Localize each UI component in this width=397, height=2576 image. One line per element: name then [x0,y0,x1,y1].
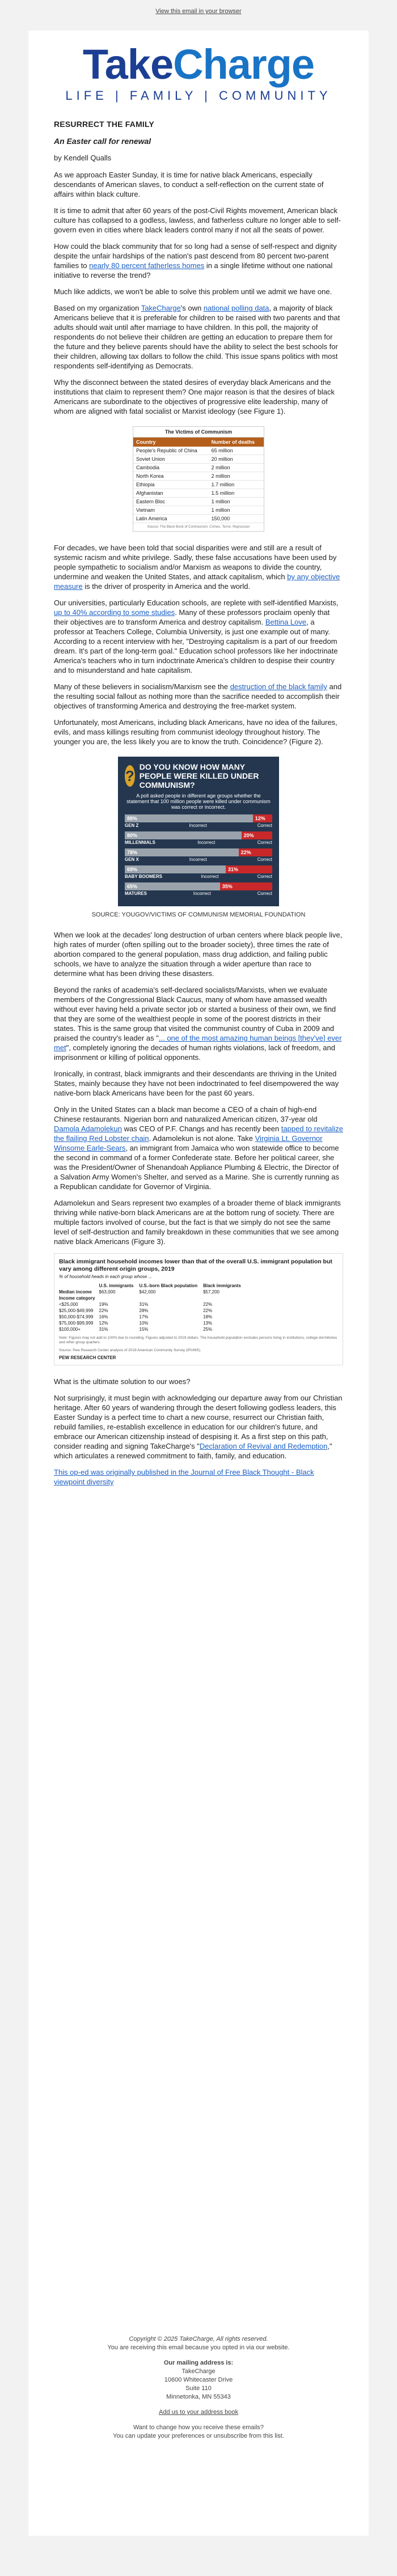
table-row [133,515,264,523]
category-label: Income category [59,1296,95,1301]
table-row [133,498,264,506]
column-header: U.S. immigrants [99,1283,134,1288]
paragraph: For decades, we have been told that social disparities were and still are a result of systemic racism and white privilege. Sadly, these false accusations have been used by people sympathetic to socialism and/or Marxism as weapons to divide the country, undermine and weaken the United States, and attack capitalism, which by any objective measure is the driver of prosperity in America and the world. [54,544,340,591]
median-cell: $57,200 [203,1289,219,1295]
group-label: BABY BOOMERS [125,874,163,879]
poll-row [125,814,272,828]
country-cell: Eastern Bloc [133,498,209,506]
table-row [59,1314,247,1320]
logo-tagline: LIFE | FAMILY | COMMUNITY [65,88,332,103]
paragraph: Much like addicts, we won't be able to solve this problem until we admit we have one. [54,287,332,296]
article-author: by Kendell Qualls [54,154,112,162]
table-row [133,472,264,481]
objective-measure-link[interactable]: by any objective measure [54,572,340,591]
paragraph: Adamolekun and Sears represent two examples of a broader theme of black immigrants thriving while native-born black Americans are at the bottom rung of society. There are multiple factors involved of course, but the fact is that we simply do not see the same level of self-destruction and family breakdown in these communities that we see among native black Americans (Figure 3). [54,1199,341,1246]
income-category-cell: $25,000-$49,999 [59,1308,94,1313]
deaths-cell: 65 million [209,447,264,455]
country-cell: Soviet Union [133,455,209,464]
column-header: Black immigrants [203,1283,241,1288]
bettina-love-link[interactable]: Bettina Love [265,618,307,626]
poll-intro: A poll asked people in different age groups whether the statement that 100 million people were killed under communism was correct or incorrect. [126,793,271,810]
paragraph: Why the disconnect between the stated desires of everyday black Americans and the institutions that claim to represent them? One major reason is that the desires of black Americans are subordinate to the objectives of progressive elite leadership, many of whom are aligned with fatal socialist or Marxist ideology (see Figure 1). [54,378,335,415]
address-city: Minnetonka, MN 55343 [166,2393,231,2400]
country-cell: Ethiopia [133,481,209,489]
percent-cell: 22% [203,1308,213,1313]
paragraph: Ironically, in contrast, black immigrants and their descendants are thriving in the United States, mainly because they have not been indoctrinated to feel disempowered the way native-born black Americans have been for the past 60 years. [54,1070,339,1097]
percent-cell: 22% [99,1308,108,1313]
takecharge-logo [28,31,369,113]
paragraph: What is the ultimate solution to our woes? [54,1377,191,1386]
paragraph: When we look at the decades' long destruction of urban centers where black people live, high rates of murder (often spilling out to the broader society), three times the rate of abortion compared to the general population, mass drug addiction, and failing public schools, we have to analyze the situation through a wider aperture than race to determine what has been driving these disasters. [54,931,343,978]
poll-question: DO YOU KNOW HOW MANY PEOPLE WERE KILLED UNDER COMMUNISM? [139,762,259,790]
deaths-cell: 150,000 [209,515,264,523]
footer [0,2335,397,2441]
paragraph: As we approach Easter Sunday, it is time for native black Americans, especially descendants of American slaves, to conduct a self-reflection on the current state of affairs within black culture. [54,171,324,198]
address-org: TakeCharge [181,2368,216,2375]
poll-row [125,848,272,862]
pew-logo-text: PEW RESEARCH CENTER [59,1355,116,1360]
table-row [133,455,264,464]
column-header: Number of deaths [209,438,264,447]
reason-text: You are receiving this email because you opted in via our website. [107,2344,290,2351]
fatherless-homes-link[interactable]: nearly 80 percent fatherless homes [89,261,205,270]
article-body [28,120,369,1487]
table-row [133,447,264,455]
incorrect-label: Incorrect [201,874,219,879]
article-subtitle: An Easter call for renewal [54,137,151,146]
unsubscribe-text[interactable]: You can update your preferences or unsubscribe from this list. [113,2433,284,2439]
deaths-cell: 1 million [209,506,264,515]
group-label: GEN Z [125,823,139,828]
table-row [59,1326,247,1332]
group-label: MILLENNIALS [125,840,155,845]
median-row: Median income $63,000 $42,000 $57,200 [59,1289,247,1295]
cuba-quote-link[interactable]: ... one of the most amazing human beings [they've] ever met [54,1034,342,1052]
percent-cell: 13% [203,1321,213,1326]
table-row [133,481,264,489]
correct-bar: 31% [226,865,272,873]
correct-label: Correct [257,840,272,845]
figure-3-source: Source: Pew Research Center analysis of 2019 American Community Survey (IPUMS). [59,1348,201,1352]
logo-take: Take [82,41,174,88]
percent-cell: 10% [139,1321,149,1326]
figure-1-source: Source: The Black Book of Communism: Crimes, Terror, Repression [147,525,250,529]
percent-cell: 17% [139,1314,149,1319]
income-category-cell: $75,000-$99,999 [59,1321,94,1326]
deaths-cell: 2 million [209,472,264,481]
question-mark-icon: ? [125,765,135,787]
top-bar [0,0,397,31]
percent-cell: 18% [203,1314,213,1319]
incorrect-bar: 65% [125,882,220,890]
adamolekun-link[interactable]: Damola Adamolekun [54,1124,122,1133]
median-cell: $42,000 [139,1289,156,1295]
incorrect-bar: 80% [125,831,242,839]
country-cell: People's Republic of China [133,447,209,455]
copyright-text: Copyright © 2025 TakeCharge, All rights reserved. [129,2336,268,2342]
paragraph [54,1467,343,1487]
figure-3-subtitle: % of household heads in each group whose ... [59,1274,153,1279]
poll-row [125,865,272,879]
figure-3-note: Note: Figures may not add to 100% due to rounding. Figures adjusted to 2019 dollars. The household population excludes persons living in institutions, college dormitories and other group quarters. [59,1336,337,1344]
incorrect-label: Incorrect [189,857,207,862]
paragraph: Beyond the ranks of academia's self-declared socialists/Marxists, when we evaluate members of the Congressional Black Caucus, many of whom have amassed wealth without ever having held a private sector job or started a business of their own, we find that they are some of the wealthiest people in some of the poorest districts in their states. This is the same group that visited the communist country of Cuba in 2009 and praised the country's leader as "... one of the most amazing human beings [they've] ever met", completely ignoring the decades of human rights violations, lack of freedom, and imprisonment or killing of political opponents. [54,986,342,1062]
percent-cell: 16% [99,1314,108,1319]
poll-row [125,831,272,845]
table-row [133,506,264,515]
correct-label: Correct [257,857,272,862]
group-label: GEN X [125,857,139,862]
paragraph: Not surprisingly, it must begin with acknowledging our departure away from our Christian heritage. After 60 years of wandering through the desert following godless leaders, this Easter Sunday is a perfect time to chart a new course, resurrect our Christian faith, rebuild families, re-establish excellence in education for our children's future, and embrace our American citizenship instead of despising it. As a first step on this path, consider reading and signing TakeCharge's "Declaration of Revival and Redemption," which articulates a renewed commitment to faith, family, and education. [54,1394,343,1460]
correct-label: Correct [257,891,272,896]
percent-cell: 25% [203,1327,213,1332]
median-cell: $63,000 [99,1289,116,1295]
income-category-cell: $100,000+ [59,1327,81,1332]
red-lobster-link[interactable]: tapped to revitalize the flailing Red Lobster chain [54,1124,343,1143]
percent-cell: 28% [139,1308,149,1313]
column-header [59,1283,99,1289]
incorrect-bar: 78% [125,848,239,856]
incorrect-bar: 88% [125,814,253,822]
add-to-address-book-link[interactable]: Add us to your address book [158,2409,239,2416]
paragraph: Based on my organization TakeCharge's own national polling data, a majority of black Americans believe that it is preferable for children to be raised with two parents and that adults should wait until after marriage to have children. In this poll, the majority of respondents do not believe their children are getting an education to prepare them for the future and they believe parents should have the ability to select the best schools for their children, allowing tax dollars to follow the child. This issue spans politics with most respondents self-identifying as Democrats. [54,304,340,370]
table-row [59,1308,247,1314]
paragraph: How could the black community that for so long had a sense of self-respect and dignity despite the unfair hardships of the nation's past descend from 80 percent two-parent families to nearly 80 percent fatherless homes in a single lifetime without one national initiative to reverse the trend? [54,242,337,279]
income-category-cell: $50,000-$74,999 [59,1314,94,1319]
preferences-text: Want to change how you receive these emails? [133,2424,264,2431]
paragraph: Only in the United States can a black man become a CEO of a chain of high-end Chinese restaurants. Nigerian born and naturalized American citizen, 37-year old Damola Adamolekun was CEO of P.F. Changs and has recently been tapped to revitalize the flailing Red Lobster chain. Adamolekun is not alone. Take Virginia Lt. Governor Winsome Earle-Sears, an immigrant from Jamaica who won statewide office to become the second in command of a former Confederate state. Before her political career, she was the President/Owner of Shenandoah Appliance Plumbing & Electric, the Director of a Salvation Army Women's Shelter, and served as a Marine. She is currently running as a Republican candidate for Governor of Virginia. [54,1105,343,1191]
address-title: Our mailing address is: [163,2359,234,2366]
address-street: 10600 Whitecaster Drive [164,2376,233,2383]
deaths-cell: 1.5 million [209,489,264,498]
figure-2-communism-poll [118,757,279,906]
polling-data-link[interactable]: national polling data [203,304,269,312]
column-header: Country [133,438,209,447]
correct-bar: 12% [253,814,272,822]
paragraph: Our universities, particularly Education schools, are replete with self-identified Marxists, up to 40% according to some studies. Many of these professors proclaim openly that their objectives are to transform America and destroy capitalism. Bettina Love, a professor at Teachers College, Columbia University, is just one example out of many. According to a recent interview with her, "Destroying capitalism is a part of our freedom dream. It's part of the long-term goal." Education school professors like her indoctrinate America's teachers who in turn indoctrinate America's children to despise their country and to misunderstand and hate capitalism. [54,599,339,674]
table-row [133,489,264,498]
percent-cell: 19% [99,1302,108,1307]
figure-3-income-table [54,1253,343,1365]
correct-bar: 35% [220,882,272,890]
poll-row [125,882,272,896]
country-cell: North Korea [133,472,209,481]
original-publication-link[interactable]: This op-ed was originally published in the Journal of Free Black Thought - Black viewpoint diversity [54,1468,314,1486]
group-label: MATURES [125,891,147,896]
country-cell: Afghanistan [133,489,209,498]
paragraph: Many of these believers in socialism/Marxism see the destruction of the black family and the resulting social fallout as nothing more than the sacrifice needed to accomplish their objectives of transforming America and destroying the free-market system. [54,682,342,710]
email-card [28,31,369,2536]
incorrect-label: Incorrect [189,823,207,828]
figure-1-victims-table [133,426,264,532]
figure-1-title: The Victims of Communism [133,427,264,438]
incorrect-label: Incorrect [197,840,216,845]
incorrect-bar: 69% [125,865,226,873]
percent-cell: 15% [139,1327,149,1332]
incorrect-label: Incorrect [193,891,211,896]
declaration-link[interactable]: Declaration of Revival and Redemption [199,1442,328,1450]
percent-cell: 31% [99,1327,108,1332]
correct-bar: 20% [242,831,272,839]
income-category-cell: <$25,000 [59,1302,78,1307]
figure-2-caption: SOURCE: YOUGOV/VICTIMS OF COMMUNISM MEMORIAL FOUNDATION [91,911,306,918]
marxists-studies-link[interactable]: up to 40% according to some studies [54,608,175,617]
paragraph: Unfortunately, most Americans, including black Americans, have no idea of the failures, evils, and mass killings resulting from communist ideology throughout history. The younger you are, the less likely you are to know the truth. Coincidence? (Figure 2). [54,718,337,746]
logo-charge: Charge [173,41,315,88]
country-cell: Latin America [133,515,209,523]
deaths-cell: 1 million [209,498,264,506]
earle-sears-link[interactable]: Virginia Lt. Governor Winsome Earle-Sears [54,1134,323,1152]
correct-label: Correct [257,874,272,879]
article-title: RESURRECT THE FAMILY [54,120,154,129]
table-row [59,1301,247,1308]
country-cell: Vietnam [133,506,209,515]
percent-cell: 22% [203,1302,213,1307]
correct-bar: 22% [239,848,272,856]
deaths-cell: 1.7 million [209,481,264,489]
takecharge-link[interactable]: TakeCharge [141,304,181,312]
table-row [133,464,264,472]
deaths-cell: 20 million [209,455,264,464]
paragraph: It is time to admit that after 60 years of the post-Civil Rights movement, American black culture has collapsed to a godless, lawless, and fatherless culture no longer able to self-govern even in cities where black leaders control many if not all the seats of power. [54,206,341,234]
table-row [59,1320,247,1326]
percent-cell: 12% [99,1321,108,1326]
percent-cell: 31% [139,1302,149,1307]
deaths-cell: 2 million [209,464,264,472]
country-cell: Cambodia [133,464,209,472]
view-in-browser-link[interactable]: View this email in your browser [155,8,242,15]
black-family-link[interactable]: destruction of the black family [230,682,327,691]
correct-label: Correct [257,823,272,828]
column-header: U.S.-born Black population [139,1283,198,1288]
figure-3-title: Black immigrant household incomes lower than that of the overall U.S. immigrant population but vary among different origin groups, 2019 [59,1258,332,1272]
address-suite: Suite 110 [185,2385,212,2392]
